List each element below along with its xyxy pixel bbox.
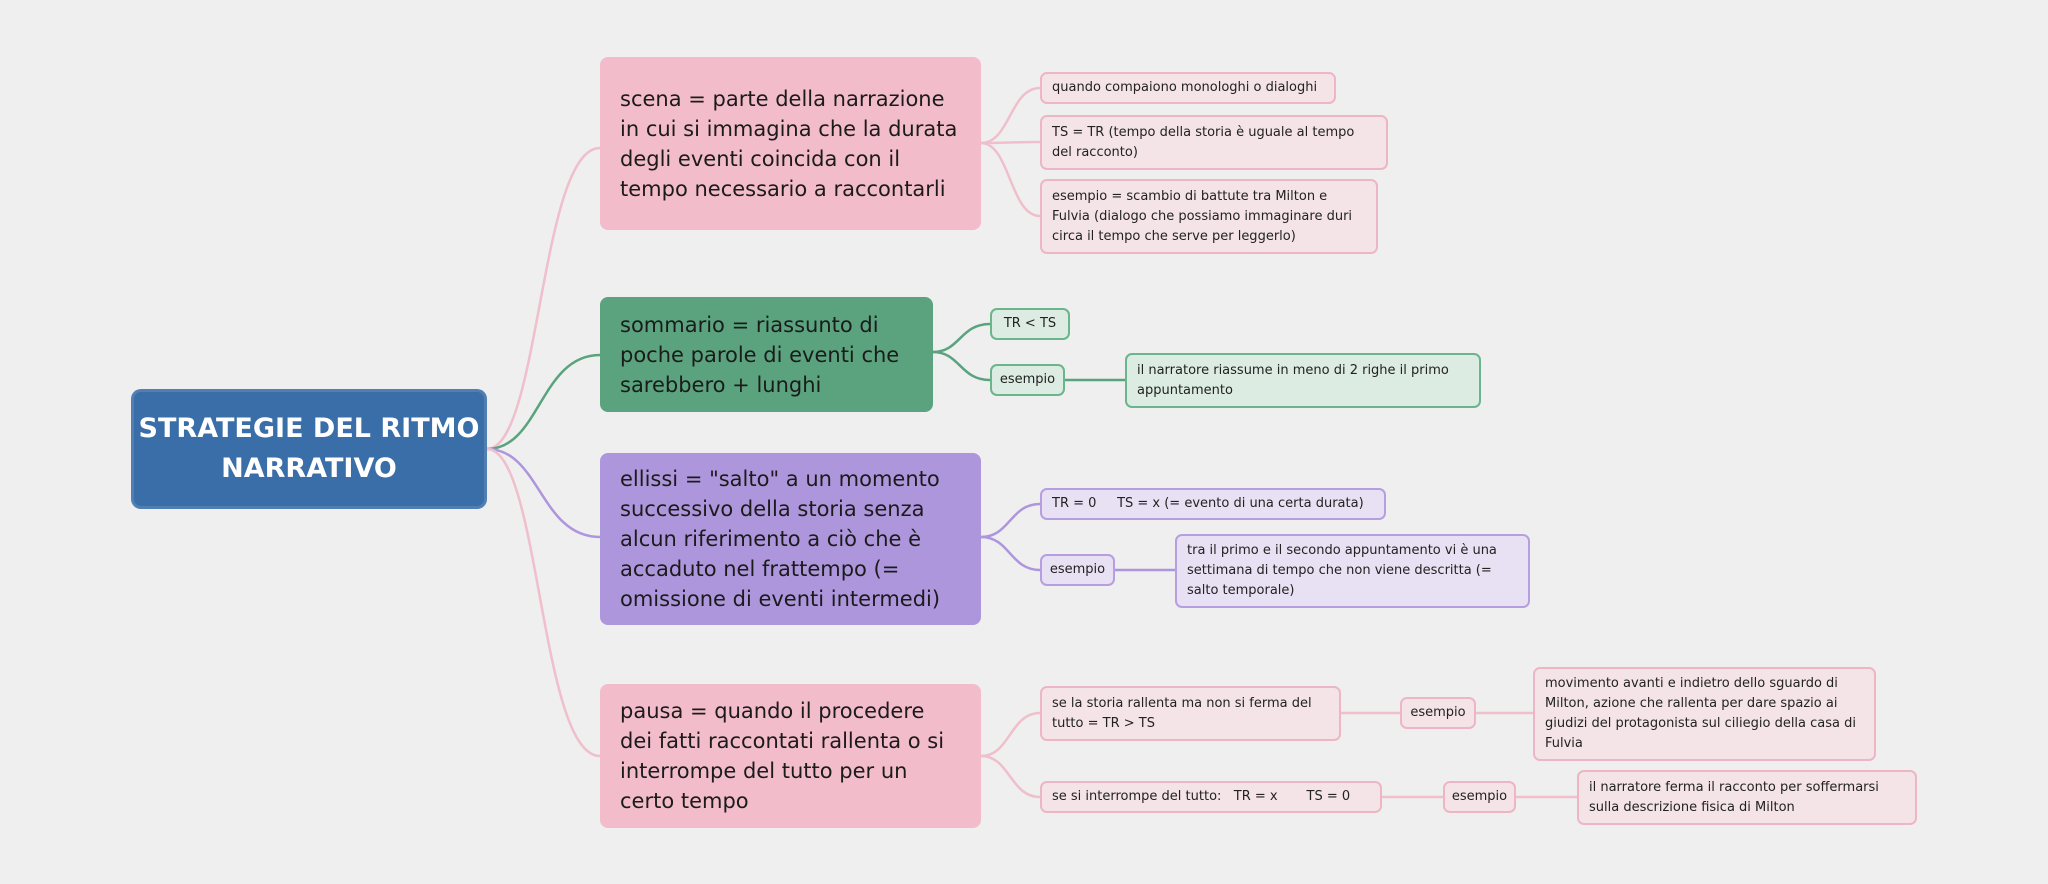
pausa-case-1-example[interactable] [1533, 667, 1876, 761]
pausa-case-2-example-label-text: esempio [1451, 789, 1508, 804]
pausa-case-1-text: se la storia rallenta ma non si ferma del tutto = TR > TS [1052, 695, 1312, 731]
root-label: STRATEGIE DEL RITMO NARRATIVO [138, 413, 480, 484]
branch-sommario-label: sommario = riassunto di poche parole di eventi che sarebbero + lunghi [620, 312, 900, 397]
pausa-case-1-example-text: movimento avanti e indietro dello sguardo di Milton, azione che rallenta per dare spazio ai giudizi del protagonista sul ciliegio della casa di Fulvia [1545, 676, 1856, 751]
branch-pausa[interactable] [600, 684, 981, 828]
ellissi-example-label[interactable] [1040, 554, 1115, 586]
branch-pausa-label: pausa = quando il procedere dei fatti raccontati rallenta o si interrompe del tutto per un certo tempo [620, 699, 945, 813]
sommario-relation-text: TR < TS [1003, 316, 1057, 331]
scena-item-2-text: TS = TR (tempo della storia è uguale al tempo del racconto) [1052, 124, 1355, 160]
pausa-case-2-example-label[interactable] [1443, 781, 1516, 813]
scena-item-1-text: quando compaiono monologhi o dialoghi [1052, 80, 1318, 95]
scena-item-1[interactable] [1040, 72, 1336, 104]
sommario-example[interactable] [1125, 353, 1481, 408]
pausa-case-1[interactable] [1040, 686, 1341, 741]
ellissi-example[interactable] [1175, 534, 1530, 608]
sommario-example-label[interactable] [990, 364, 1065, 396]
branch-ellissi-label: ellissi = "salto" a un momento successivo della storia senza alcun riferimento a ciò che è accaduto nel frattempo (= omissione di eventi intermedi) [620, 467, 941, 611]
scena-item-3[interactable] [1040, 179, 1378, 254]
ellissi-relation-text: TR = 0 TS = x (= evento di una certa durata) [1052, 496, 1364, 511]
ellissi-relation[interactable] [1040, 488, 1386, 520]
pausa-case-1-example-label[interactable] [1400, 697, 1476, 729]
sommario-example-text: il narratore riassume in meno di 2 righe il primo appuntamento [1137, 362, 1449, 398]
pausa-case-2[interactable] [1040, 781, 1382, 813]
pausa-case-2-example[interactable] [1577, 770, 1917, 825]
branch-scena[interactable] [600, 57, 981, 230]
ellissi-example-text: tra il primo e il secondo appuntamento vi è una settimana di tempo che non viene descritta (= salto temporale) [1187, 543, 1497, 598]
sommario-relation[interactable] [990, 308, 1070, 340]
scena-item-3-text: esempio = scambio di battute tra Milton e Fulvia (dialogo che possiamo immaginare duri circa il tempo che serve per leggerlo) [1052, 188, 1353, 244]
branch-ellissi[interactable] [600, 453, 981, 625]
pausa-case-1-example-label-text: esempio [1410, 705, 1466, 720]
pausa-case-2-example-text: il narratore ferma il racconto per soffermarsi sulla descrizione fisica di Milton [1589, 779, 1879, 815]
scena-item-2[interactable] [1040, 115, 1388, 170]
pausa-case-2-text: se si interrompe del tutto: TR = x TS = 0 [1052, 789, 1351, 804]
root-node[interactable] [131, 389, 487, 509]
sommario-example-label-text: esempio [999, 372, 1056, 387]
branch-scena-label: scena = parte della narrazione in cui si immagina che la durata degli eventi coincida con il tempo necessario a raccontarli [620, 86, 958, 201]
ellissi-example-label-text: esempio [1049, 562, 1106, 577]
branch-sommario[interactable] [600, 297, 933, 412]
